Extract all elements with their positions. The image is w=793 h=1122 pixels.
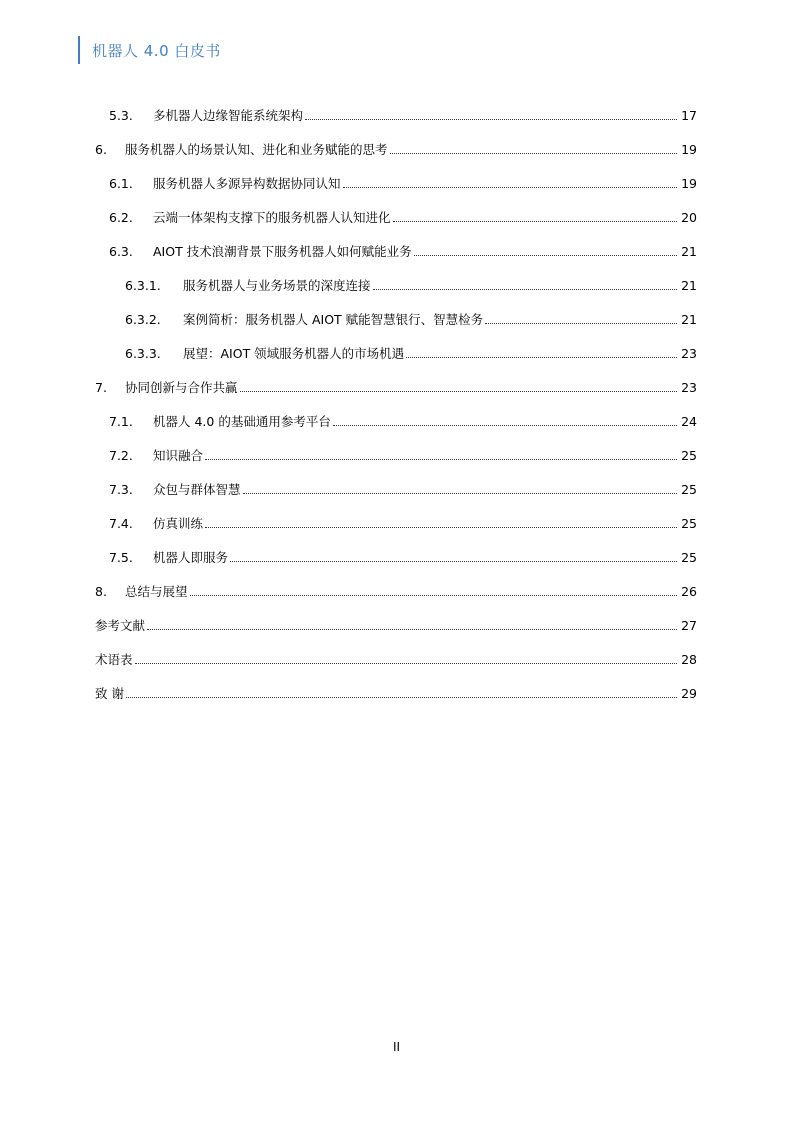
toc-entry-page: 24 <box>681 413 697 429</box>
page-header <box>78 36 221 64</box>
toc-entry-number: 6.3.1. <box>125 277 161 293</box>
toc-entry[interactable] <box>95 234 697 268</box>
toc-entry-page: 21 <box>681 243 697 259</box>
toc-entry-number: 5.3. <box>109 107 133 123</box>
toc-dot-leader <box>243 492 677 494</box>
toc-dot-leader <box>485 322 677 324</box>
toc-dot-leader <box>333 424 677 426</box>
toc-entry-title: 总结与展望 <box>125 584 188 599</box>
toc-entry-page: 20 <box>681 209 697 225</box>
toc-entry-number: 7.4. <box>109 515 133 531</box>
toc-entry[interactable] <box>95 200 697 234</box>
toc-entry-title: 案例简析：服务机器人 AIOT 赋能智慧银行、智慧检务 <box>183 312 484 327</box>
toc-dot-leader <box>135 662 677 664</box>
toc-entry[interactable] <box>95 642 697 676</box>
page-number: II <box>392 1040 401 1054</box>
toc-dot-leader <box>414 254 677 256</box>
toc-entry-title: 服务机器人的场景认知、进化和业务赋能的思考 <box>125 142 388 157</box>
toc-entry-page: 28 <box>681 651 697 667</box>
toc-dot-leader <box>147 628 677 630</box>
toc-entry[interactable] <box>95 336 697 370</box>
document-title: 机器人 4.0 白皮书 <box>92 41 221 60</box>
toc-dot-leader <box>190 594 677 596</box>
toc-entry-title: 参考文献 <box>95 618 146 633</box>
toc-dot-leader <box>126 696 677 698</box>
toc-entry-page: 25 <box>681 447 697 463</box>
toc-entry[interactable] <box>95 302 697 336</box>
toc-entry-title: 致 谢 <box>95 686 124 701</box>
toc-dot-leader <box>305 118 677 120</box>
toc-dot-leader <box>205 526 677 528</box>
toc-entry-title: 仿真训练 <box>153 516 204 531</box>
toc-entry-number: 6.3.3. <box>125 345 161 361</box>
toc-entry-page: 26 <box>681 583 697 599</box>
toc-entry-title: 知识融合 <box>153 448 204 463</box>
toc-dot-leader <box>230 560 677 562</box>
toc-entry-page: 23 <box>681 345 697 361</box>
toc-entry[interactable] <box>95 404 697 438</box>
toc-entry[interactable] <box>95 370 697 404</box>
toc-entry-page: 23 <box>681 379 697 395</box>
toc-entry-number: 7. <box>95 379 107 395</box>
toc-dot-leader <box>373 288 677 290</box>
toc-dot-leader <box>343 186 677 188</box>
toc-entry-page: 25 <box>681 549 697 565</box>
toc-entry-number: 6.3.2. <box>125 311 161 327</box>
table-of-contents <box>95 98 697 710</box>
toc-entry[interactable] <box>95 268 697 302</box>
toc-entry-page: 25 <box>681 481 697 497</box>
toc-entry[interactable] <box>95 98 697 132</box>
toc-entry[interactable] <box>95 540 697 574</box>
toc-entry-page: 29 <box>681 685 697 701</box>
toc-entry-title: 机器人 4.0 的基础通用参考平台 <box>153 414 331 429</box>
toc-entry[interactable] <box>95 132 697 166</box>
toc-entry-number: 6.3. <box>109 243 133 259</box>
toc-entry[interactable] <box>95 574 697 608</box>
toc-entry-title: 多机器人边缘智能系统架构 <box>153 108 304 123</box>
toc-entry-number: 7.5. <box>109 549 133 565</box>
toc-dot-leader <box>390 152 677 154</box>
toc-dot-leader <box>205 458 677 460</box>
toc-entry-number: 6. <box>95 141 107 157</box>
toc-entry-page: 17 <box>681 107 697 123</box>
toc-entry[interactable] <box>95 506 697 540</box>
toc-entry-page: 21 <box>681 311 697 327</box>
toc-dot-leader <box>240 390 677 392</box>
toc-entry-number: 6.2. <box>109 209 133 225</box>
toc-entry-page: 25 <box>681 515 697 531</box>
toc-entry-title: 服务机器人与业务场景的深度连接 <box>183 278 371 293</box>
toc-entry-number: 6.1. <box>109 175 133 191</box>
toc-dot-leader <box>393 220 677 222</box>
toc-entry-title: 服务机器人多源异构数据协同认知 <box>153 176 341 191</box>
toc-entry[interactable] <box>95 166 697 200</box>
toc-entry-number: 7.2. <box>109 447 133 463</box>
toc-entry[interactable] <box>95 438 697 472</box>
toc-entry-page: 19 <box>681 175 697 191</box>
toc-entry-title: 云端一体架构支撑下的服务机器人认知进化 <box>153 210 391 225</box>
toc-entry-page: 21 <box>681 277 697 293</box>
toc-entry[interactable] <box>95 676 697 710</box>
toc-entry-title: 众包与群体智慧 <box>153 482 241 497</box>
toc-entry-number: 7.1. <box>109 413 133 429</box>
toc-entry-title: AIOT 技术浪潮背景下服务机器人如何赋能业务 <box>153 244 412 259</box>
toc-entry-number: 8. <box>95 583 107 599</box>
toc-entry-page: 27 <box>681 617 697 633</box>
toc-entry-number: 7.3. <box>109 481 133 497</box>
toc-entry[interactable] <box>95 472 697 506</box>
toc-entry[interactable] <box>95 608 697 642</box>
toc-entry-title: 术语表 <box>95 652 133 667</box>
toc-entry-title: 机器人即服务 <box>153 550 229 565</box>
toc-entry-page: 19 <box>681 141 697 157</box>
toc-entry-title: 协同创新与合作共赢 <box>125 380 238 395</box>
toc-entry-title: 展望：AIOT 领域服务机器人的市场机遇 <box>183 346 405 361</box>
toc-dot-leader <box>406 356 677 358</box>
